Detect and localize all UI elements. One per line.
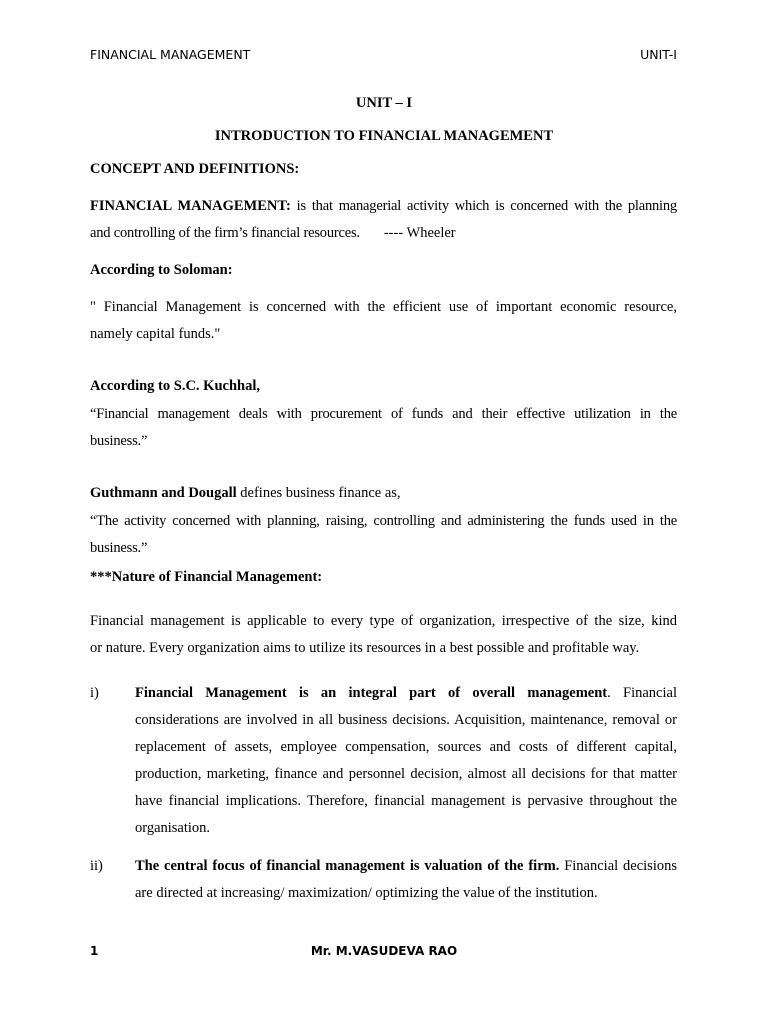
fm-attribution: ---- Wheeler (383, 225, 456, 241)
kuchhal-quote (90, 401, 677, 455)
item-2-text (135, 853, 677, 907)
nature-intro-line1: Financial management is applicable to every type of organization, irrespective of the size, kind (90, 613, 677, 629)
kuchhal-line2: business.” (90, 433, 148, 449)
item-1-line5: have financial implications. Therefore, financial management is pervasive throughout the (135, 793, 677, 809)
nature-heading: ***Nature of Financial Management: (90, 569, 323, 585)
item-1-line2: considerations are involved in all business decisions. Acquisition, maintenance, removal (135, 712, 660, 728)
soloman-line2: namely capital funds." (90, 326, 221, 342)
item-1-line1-rest: . Financial (607, 685, 677, 701)
fm-definition (90, 193, 677, 220)
item-1-bold: Financial Management is an integral part of overall management (135, 685, 608, 701)
soloman-line1: " Financial Management is concerned with the efficient use of important economic resource, (90, 299, 677, 315)
guthmann-quote (90, 508, 677, 562)
item-1-number: i) (90, 685, 99, 701)
guthmann-line1: “The activity concerned with planning, raising, controlling and administering the funds used in the (90, 513, 677, 529)
item-2-line1-rest: Financial decisions (559, 858, 677, 874)
item-1-last: organisation. (135, 820, 211, 836)
fm-text-line1: is that managerial activity which is concerned with the planning (290, 198, 677, 214)
fm-text-line2: and controlling of the firm’s financial resources. (90, 225, 360, 241)
item-1-line3: or replacement of assets, employee compensation, sources and costs of different capital, (135, 712, 677, 755)
unit-title: UNIT – I (355, 95, 413, 111)
guthmann-rest: defines business finance as, (236, 485, 401, 501)
kuchhal-heading: According to S.C. Kuchhal, (90, 378, 260, 394)
guthmann-line2: business.” (90, 540, 148, 556)
header-unit: UNIT-I (640, 47, 677, 62)
nature-intro-line2: or nature. Every organization aims to utilize its resources in a best possible and profitable way. (90, 640, 640, 656)
page-number: 1 (90, 944, 99, 958)
intro-title: INTRODUCTION TO FINANCIAL MANAGEMENT (214, 128, 554, 144)
footer-author: Mr. M.VASUDEVA RAO (310, 944, 458, 958)
fm-term: FINANCIAL MANAGEMENT: (90, 198, 291, 214)
soloman-quote (90, 294, 677, 348)
concept-heading: CONCEPT AND DEFINITIONS: (90, 161, 300, 177)
item-1-line4: production, marketing, finance and personnel decision, almost all decisions for that matter (135, 766, 677, 782)
fm-definition-line2 (90, 220, 456, 247)
soloman-heading: According to Soloman: (90, 262, 233, 278)
kuchhal-line1: “Financial management deals with procurement of funds and their effective utilization in the (90, 406, 677, 422)
item-1-text (135, 680, 677, 842)
item-2-bold: The central focus of financial management is valuation of the firm. (135, 858, 560, 874)
nature-intro (90, 608, 677, 662)
item-2-number: ii) (90, 858, 103, 874)
guthmann-name: Guthmann and Dougall (90, 485, 237, 501)
guthmann-heading (90, 485, 401, 502)
item-2-last: are directed at increasing/ maximization/ optimizing the value of the institution. (135, 885, 598, 901)
header-title: FINANCIAL MANAGEMENT (90, 47, 251, 62)
